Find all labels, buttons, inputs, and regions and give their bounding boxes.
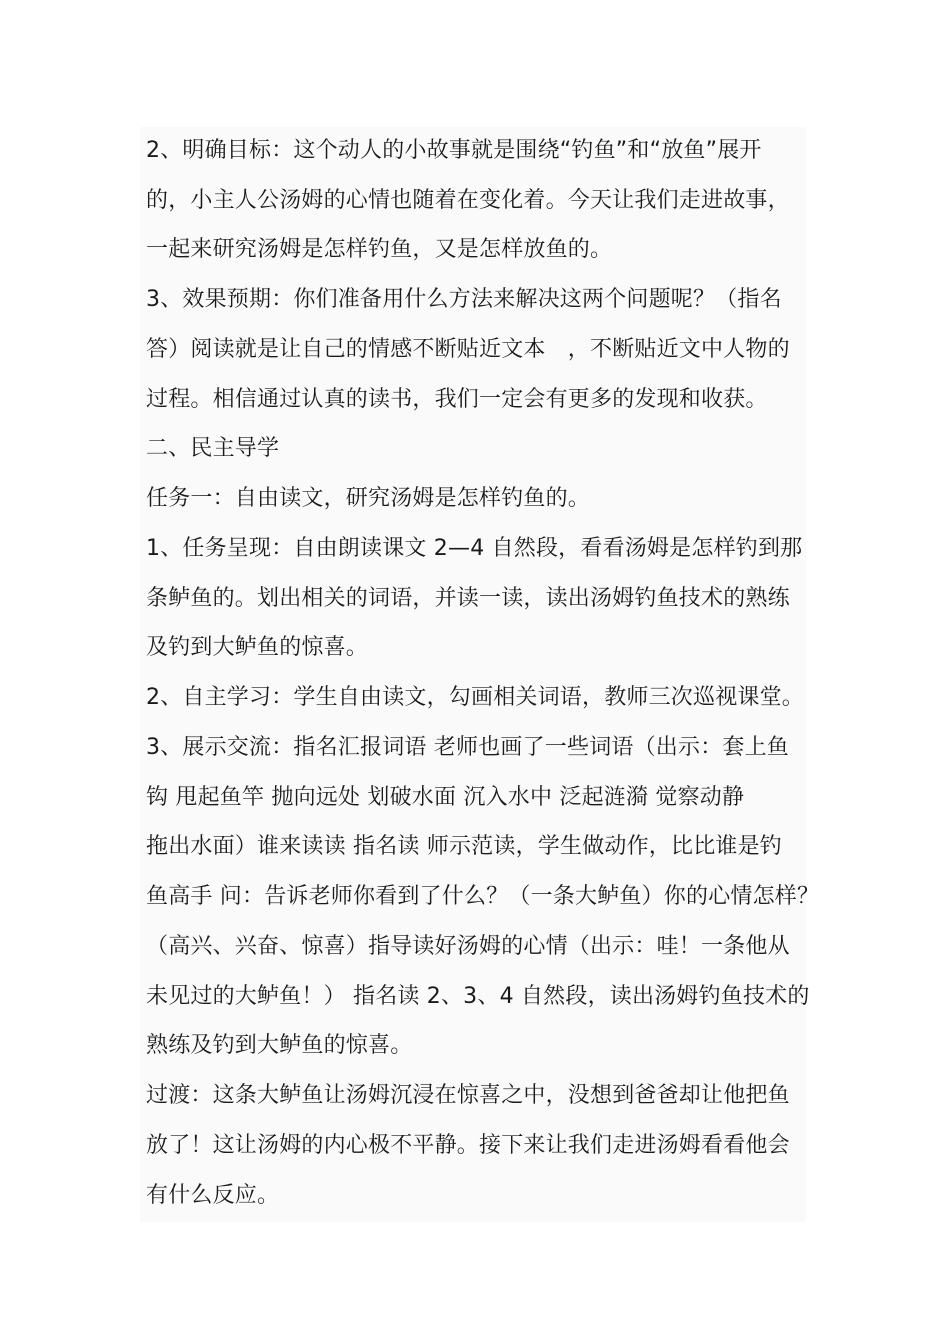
paragraph-line: 未见过的大鲈鱼！） 指名读 2、3、4 自然段，读出汤姆钓鱼技术的	[146, 984, 810, 1009]
paragraph-line: 及钓到大鲈鱼的惊喜。	[146, 635, 369, 660]
paragraph-line: 鱼高手 问：告诉老师你看到了什么？（一条大鲈鱼）你的心情怎样？	[146, 884, 820, 909]
paragraph-line: 答）阅读就是让自己的情感不断贴近文本 ，不断贴近文中人物的	[146, 337, 790, 362]
paragraph-line: 过程。相信通过认真的读书，我们一定会有更多的发现和收获。	[146, 387, 768, 412]
paragraph-line: （高兴、兴奋、惊喜）指导读好汤姆的心情（出示：哇！一条他从	[146, 934, 790, 959]
paragraph-line: 放了！这让汤姆的内心极不平静。接下来让我们走进汤姆看看他会	[146, 1133, 790, 1158]
paragraph-line: 一起来研究汤姆是怎样钓鱼，又是怎样放鱼的。	[146, 237, 613, 262]
paragraph-line: 过渡：这条大鲈鱼让汤姆沉浸在惊喜之中，没想到爸爸却让他把鱼	[146, 1083, 790, 1108]
paragraph-line: 熟练及钓到大鲈鱼的惊喜。	[146, 1033, 413, 1058]
paragraph-line: 钩 甩起鱼竿 抛向远处 划破水面 沉入水中 泛起涟漪 觉察动静	[146, 785, 745, 810]
paragraph-line: 3、效果预期：你们准备用什么方法来解决这两个问题呢？（指名	[146, 287, 782, 312]
task-heading: 任务一：自由读文，研究汤姆是怎样钓鱼的。	[146, 486, 591, 511]
paragraph-line: 的，小主人公汤姆的心情也随着在变化着。今天让我们走进故事，	[146, 188, 790, 213]
paragraph-line: 条鲈鱼的。划出相关的词语，并读一读，读出汤姆钓鱼技术的熟练	[146, 586, 790, 611]
paragraph-line: 1、任务呈现：自由朗读课文 2—4 自然段，看看汤姆是怎样钓到那	[146, 536, 803, 561]
paragraph-line: 拖出水面）谁来读读 指名读 师示范读，学生做动作，比比谁是钓	[146, 834, 782, 859]
paragraph-line: 2、自主学习：学生自由读文，勾画相关词语，教师三次巡视课堂。	[146, 685, 804, 710]
section-heading: 二、民主导学	[146, 436, 280, 461]
paragraph-line: 3、展示交流：指名汇报词语 老师也画了一些词语（出示：套上鱼	[146, 735, 789, 760]
paragraph-line: 2、明确目标：这个动人的小故事就是围绕“钓鱼”和“放鱼”展开	[146, 138, 762, 163]
paragraph-line: 有什么反应。	[146, 1183, 280, 1208]
